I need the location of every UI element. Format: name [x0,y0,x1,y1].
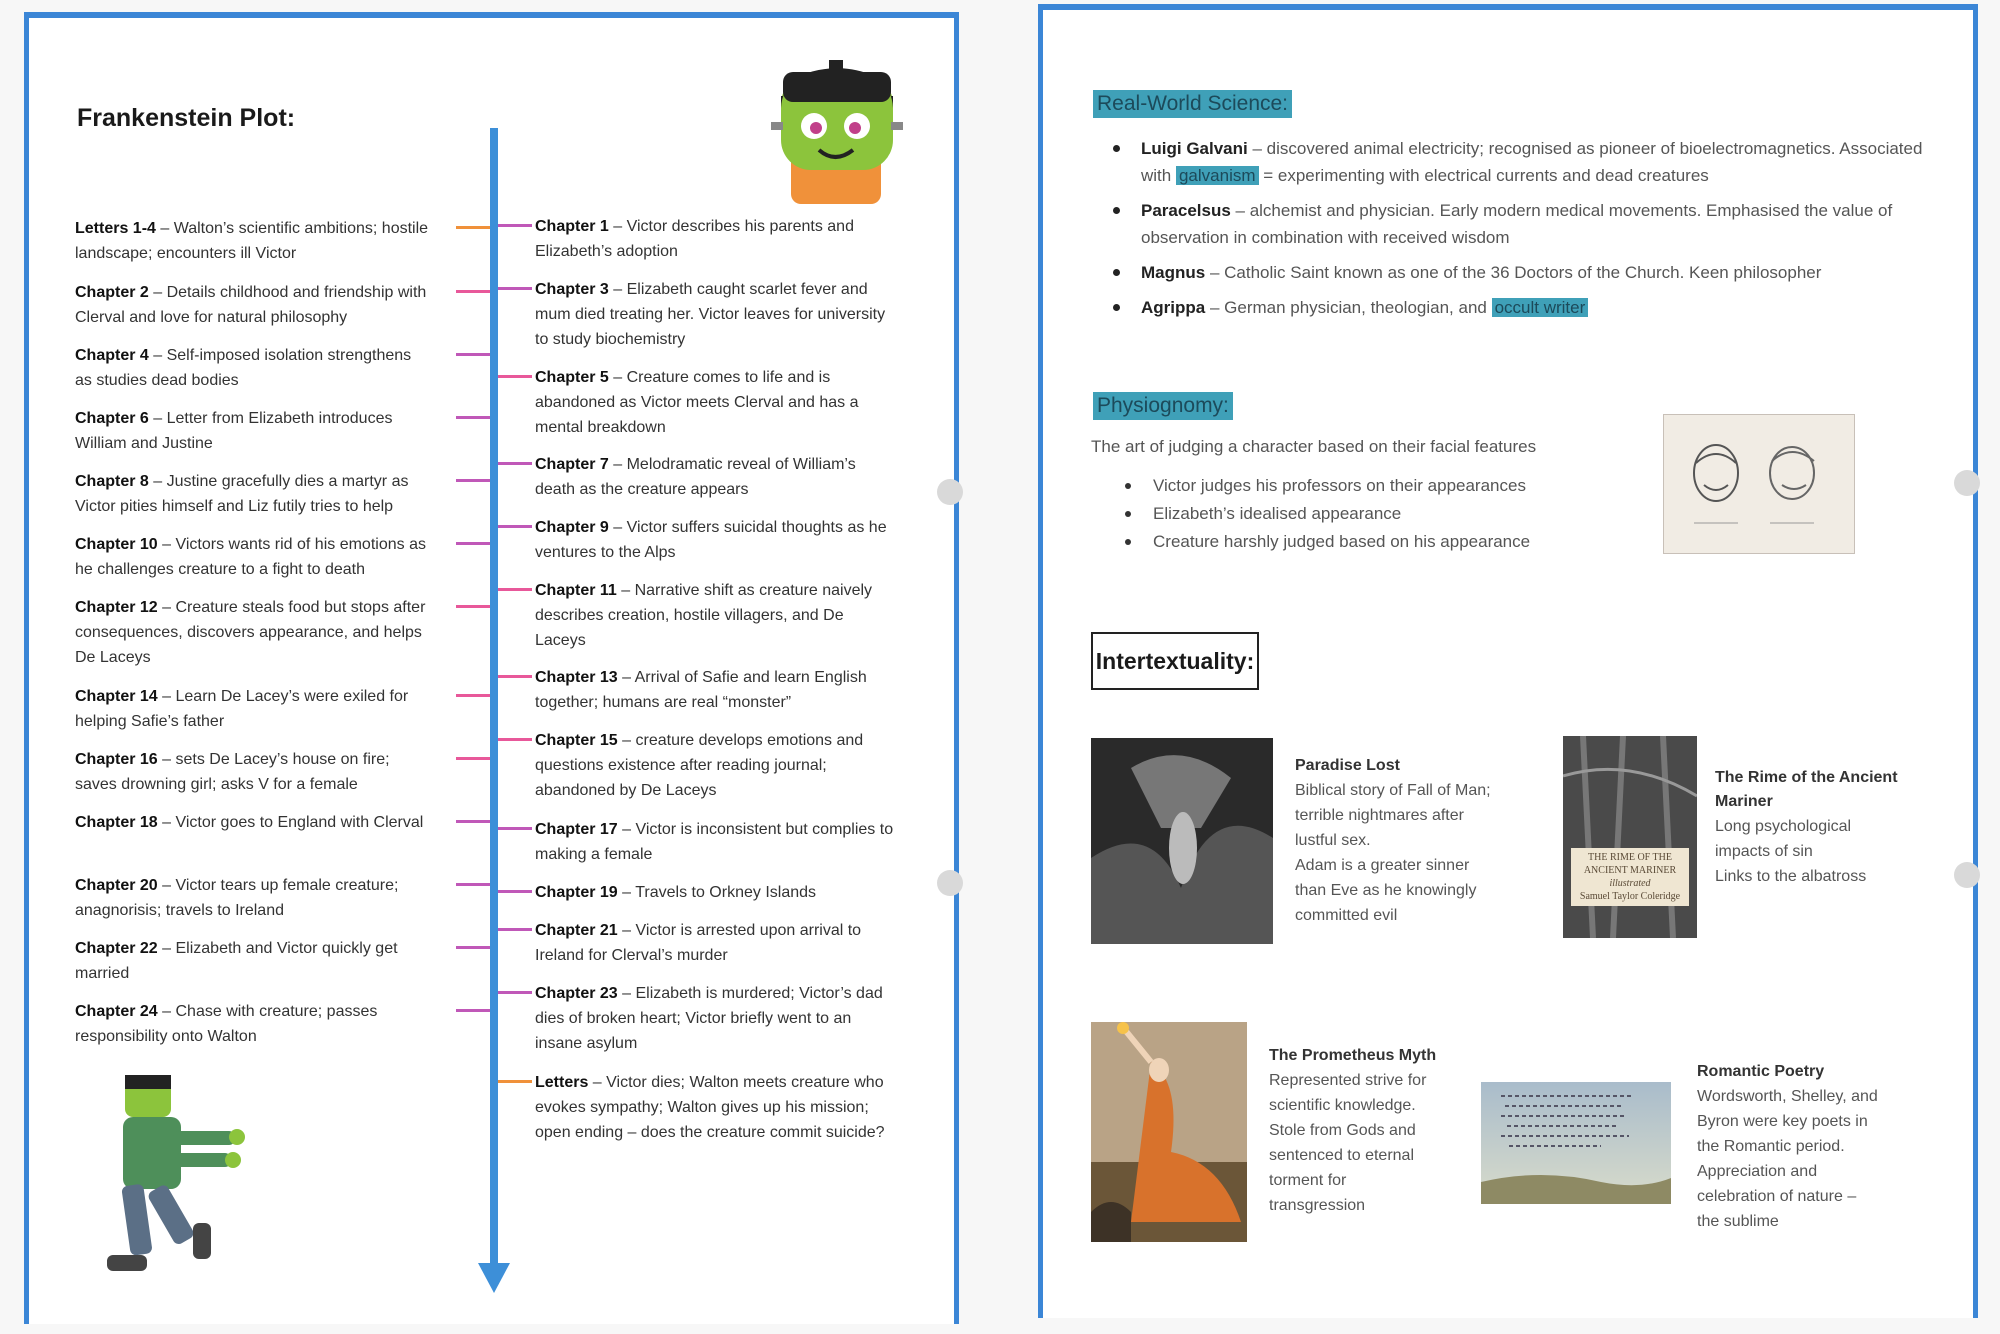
card-line: sentenced to eternal [1269,1147,1414,1164]
timeline-entry [75,280,430,330]
prometheus-painting [1091,1022,1247,1242]
science-text: – discovered animal electricity; recognised as pioneer of bioelectromagnetics. Associated with [1141,139,1923,185]
timeline-entry [535,1070,895,1145]
timeline-entry [75,469,430,519]
timeline-entry [535,365,895,440]
timeline-arrowhead [478,1263,510,1293]
timeline-tick [456,416,490,419]
mariner-cover-art [1563,736,1697,938]
timeline-tick [498,588,532,591]
entry-text: – Victor dies; Walton meets creature who evokes sympathy; Walton gives up his mission; open ending – does the creature commit suicide? [535,1074,885,1141]
card-line: scientific knowledge. [1269,1097,1416,1114]
plot-page [24,12,959,1324]
timeline-tick [456,226,490,229]
entry-label: Chapter 14 [75,688,158,705]
science-name: Agrippa [1141,298,1206,317]
entry-text: – Victor suffers suicidal thoughts as he ventures to the Alps [535,519,887,561]
timeline-tick [498,1080,532,1083]
entry-text: – Letter from Elizabeth introduces William and Justine [75,410,393,452]
cover-line: Samuel Taylor Coleridge [1579,891,1681,902]
entry-text: – Justine gracefully dies a martyr as Victor pities himself and Liz futily tries to help [75,473,409,515]
timeline-entry [535,277,895,352]
card-line: committed evil [1295,907,1398,924]
entry-label: Chapter 12 [75,599,158,616]
entry-label: Chapter 1 [535,218,609,235]
timeline-entry [535,880,895,905]
science-text: = experimenting with electrical currents and dead creatures [1258,166,1709,185]
entry-label: Letters 1-4 [75,220,156,237]
card-line: Links to the albatross [1715,868,1867,885]
timeline-entry [75,216,430,266]
card-title: The Rime of the Ancient [1715,769,1898,786]
entry-label: Chapter 23 [535,985,618,1002]
timeline-entry [75,595,430,670]
entry-label: Chapter 19 [535,884,618,901]
entry-label: Chapter 13 [535,669,618,686]
timeline-entry [535,817,895,867]
card-line: Adam is a greater sinner [1295,857,1470,874]
entry-text: – Melodramatic reveal of William’s death as the creature appears [535,456,856,498]
physiognomy-heading: Physiognomy: [1093,392,1233,420]
entry-label: Chapter 7 [535,456,609,473]
binder-hole [937,479,963,505]
entry-label: Chapter 18 [75,814,158,831]
entry-text: – Victor goes to England with Clerval [157,814,424,831]
science-text: – alchemist and physician. Early modern medical movements. Emphasised the value of observation in combination with received wisdom [1141,201,1893,247]
card-line: torment for [1269,1172,1347,1189]
frankenstein-walking-icon [95,1073,245,1283]
timeline-tick [498,991,532,994]
mariner-cover-label [1571,848,1689,906]
timeline-tick [498,890,532,893]
physiognomy-faces-image [1663,414,1855,554]
frankenstein-face-icon [769,56,909,206]
timeline-tick [498,287,532,290]
timeline-entry [535,981,895,1056]
binder-hole [1954,470,1980,496]
physiognomy-definition: The art of judging a character based on their facial features [1091,437,1537,456]
card-line: celebration of nature – [1697,1188,1857,1205]
timeline-entry [535,515,895,565]
timeline-tick [456,353,490,356]
entry-text: – Victor is arrested upon arrival to Ireland for Clerval’s murder [535,922,862,964]
card-line: Long psychological [1715,818,1852,835]
timeline-line [490,128,498,1273]
entry-label: Chapter 21 [535,922,618,939]
timeline-tick [456,820,490,823]
timeline-tick [498,827,532,830]
timeline-entry [535,918,895,968]
cover-line: THE RIME OF THE [1588,852,1672,863]
entry-text: – Creature steals food but stops after consequences, discovers appearance, and helps De Laceys [75,599,426,666]
science-text: – Catholic Saint known as one of the 36 Doctors of the Church. Keen philosopher [1205,263,1822,282]
physiognomy-point: Victor judges his professors on their appearances [1091,472,1530,500]
physiognomy-list [1091,472,1530,556]
card-line: terrible nightmares after [1295,807,1464,824]
entry-text: – sets De Lacey’s house on fire; saves drowning girl; asks V for a female [75,751,390,793]
card-title: Mariner [1715,793,1773,810]
science-list [1083,135,1953,329]
science-name: Magnus [1141,263,1206,282]
intertextuality-heading: Intertextuality: [1091,632,1259,690]
entry-text: – Victor describes his parents and Elizabeth’s adoption [535,218,854,260]
highlighted-term: occult writer [1492,298,1589,317]
entry-text: – Elizabeth is murdered; Victor’s dad dies of broken heart; Victor briefly went to an insane asylum [535,985,883,1052]
timeline-entry [75,684,430,734]
entry-text: – Narrative shift as creature naively describes creation, hostile villagers, and De Laceys [535,582,873,649]
science-item [1083,197,1953,251]
entry-text: – Details childhood and friendship with Clerval and love for natural philosophy [75,284,427,326]
prometheus-card [1269,1044,1436,1218]
timeline-tick [498,224,532,227]
timeline-entry [75,873,430,923]
entry-label: Chapter 2 [75,284,149,301]
timeline-entry [535,452,895,502]
timeline-tick [498,375,532,378]
timeline-tick [456,946,490,949]
science-name: Paracelsus [1141,201,1231,220]
romantic-poem-image [1481,1082,1671,1204]
card-line: Biblical story of Fall of Man; [1295,782,1491,799]
physiognomy-point: Elizabeth’s idealised appearance [1091,500,1530,528]
context-page [1038,4,1978,1318]
timeline-entry [535,665,895,715]
entry-text: – Chase with creature; passes responsibility onto Walton [75,1003,378,1045]
ancient-mariner-card [1715,766,1898,889]
card-line: than Eve as he knowingly [1295,882,1477,899]
entry-label: Chapter 15 [535,732,618,749]
entry-label: Chapter 3 [535,281,609,298]
binder-hole [937,870,963,896]
entry-label: Chapter 8 [75,473,149,490]
entry-label: Chapter 4 [75,347,149,364]
timeline-tick [456,1009,490,1012]
entry-text: – Elizabeth and Victor quickly get married [75,940,398,982]
paradise-lost-card [1295,754,1491,928]
timeline-entry [535,728,895,803]
entry-label: Chapter 17 [535,821,618,838]
science-text: – German physician, theologian, and [1205,298,1492,317]
physiognomy-point: Creature harshly judged based on his appearance [1091,528,1530,556]
timeline-entry [75,532,430,582]
timeline-entry [75,343,430,393]
timeline-entry [535,214,895,264]
card-line: Stole from Gods and [1269,1122,1416,1139]
entry-label: Chapter 5 [535,369,609,386]
science-item [1083,135,1953,189]
ancient-mariner-cover [1563,736,1697,938]
timeline-entry [75,406,430,456]
entry-label: Letters [535,1074,589,1091]
highlighted-term: galvanism [1176,166,1259,185]
entry-text: – Learn De Lacey’s were exiled for helping Safie’s father [75,688,409,730]
timeline-tick [456,694,490,697]
entry-text: – Victors wants rid of his emotions as he challenges creature to a fight to death [75,536,426,578]
timeline-tick [456,479,490,482]
entry-label: Chapter 20 [75,877,158,894]
entry-label: Chapter 22 [75,940,158,957]
card-line: Represented strive for [1269,1072,1427,1089]
card-title: Romantic Poetry [1697,1063,1825,1080]
card-line: transgression [1269,1197,1366,1214]
entry-label: Chapter 11 [535,582,617,599]
entry-text: – Victor tears up female creature; anagnorisis; travels to Ireland [75,877,399,919]
card-line: Wordsworth, Shelley, and [1697,1088,1878,1105]
timeline-tick [456,757,490,760]
timeline-entry [75,999,430,1049]
science-name: Luigi Galvani [1141,139,1248,158]
entry-text: – Arrival of Safie and learn English together; humans are real “monster” [535,669,867,711]
timeline-tick [456,605,490,608]
card-title: Paradise Lost [1295,757,1400,774]
entry-text: – Walton’s scientific ambitions; hostile landscape; encounters ill Victor [75,220,429,262]
entry-label: Chapter 9 [535,519,609,536]
timeline-tick [498,738,532,741]
timeline-tick [456,542,490,545]
entry-text: – Victor is inconsistent but complies to making a female [535,821,894,863]
card-line: the Romantic period. [1697,1138,1845,1155]
card-line: impacts of sin [1715,843,1813,860]
entry-label: Chapter 6 [75,410,149,427]
science-heading: Real-World Science: [1093,90,1292,118]
entry-label: Chapter 24 [75,1003,158,1020]
timeline-tick [456,883,490,886]
timeline-tick [456,290,490,293]
entry-text: – Travels to Orkney Islands [617,884,817,901]
card-line: the sublime [1697,1213,1779,1230]
plot-title: Frankenstein Plot: [77,104,296,132]
timeline-entry [75,810,430,835]
timeline-tick [498,462,532,465]
science-item [1083,259,1953,286]
timeline-entry [535,578,895,653]
entry-label: Chapter 10 [75,536,158,553]
timeline-tick [498,525,532,528]
timeline-entry [75,747,430,797]
card-line: Byron were key poets in [1697,1113,1868,1130]
card-line: Appreciation and [1697,1163,1818,1180]
science-item [1083,294,1953,321]
timeline-entry [75,936,430,986]
card-title: The Prometheus Myth [1269,1047,1437,1064]
timeline-tick [498,928,532,931]
entry-text: – Self-imposed isolation strengthens as studies dead bodies [75,347,412,389]
cover-line: illustrated [1609,878,1651,889]
timeline-tick [498,675,532,678]
cover-line: ANCIENT MARINER [1583,865,1677,876]
binder-hole [1954,862,1980,888]
paradise-lost-image [1091,738,1273,944]
romantic-poetry-card [1697,1060,1878,1234]
entry-label: Chapter 16 [75,751,158,768]
card-line: lustful sex. [1295,832,1371,849]
entry-text: – Creature comes to life and is abandoned as Victor meets Clerval and has a mental breakdown [535,369,859,436]
entry-text: – creature develops emotions and questions existence after reading journal; abandoned by De Laceys [535,732,864,799]
entry-text: – Elizabeth caught scarlet fever and mum died treating her. Victor leaves for university to study biochemistry [535,281,886,348]
